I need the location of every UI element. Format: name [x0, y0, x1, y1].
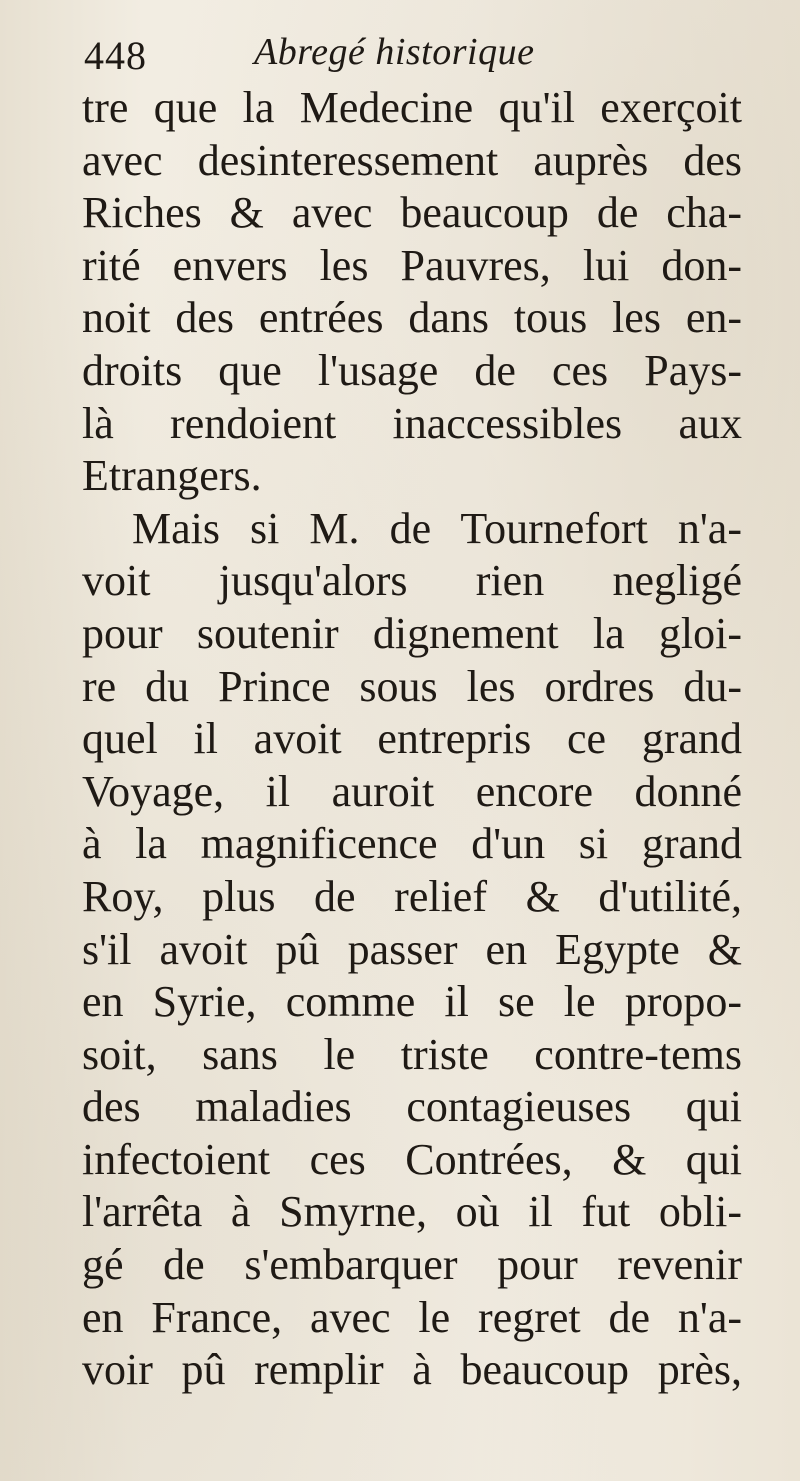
text-line: voit jusqu'alors rien negligé: [82, 556, 742, 606]
text-line: en France, avec le regret de n'a-: [82, 1292, 742, 1342]
text-line: à la magnificence d'un si grand: [82, 819, 742, 869]
text-line: Riches & avec beaucoup de cha-: [82, 188, 742, 238]
page-number: 448: [84, 33, 147, 78]
text-line: des maladies contagieuses qui: [82, 1082, 742, 1132]
text-line: avec desinteressement auprès des: [82, 135, 742, 185]
text-line: tre que la Medecine qu'il exerçoit: [82, 83, 742, 132]
running-title: Abregé historique: [254, 31, 535, 73]
text-line: droits que l'usage de ces Pays-: [82, 345, 742, 395]
text-line: rité envers les Pauvres, lui don-: [82, 240, 742, 290]
text-line: Roy, plus de relief & d'utilité,: [82, 871, 742, 921]
text-line: infectoient ces Contrées, & qui: [82, 1134, 742, 1184]
text-line: gé de s'embarquer pour revenir: [82, 1240, 742, 1290]
body-text: [82, 82, 742, 1397]
text-line: Voyage, il auroit encore donné: [82, 766, 742, 816]
text-line: en Syrie, comme il se le propo-: [82, 977, 742, 1027]
text-line: l'arrêta à Smyrne, où il fut obli-: [82, 1187, 742, 1237]
text-line: Mais si M. de Tournefort n'a-: [132, 503, 742, 553]
text-line: noit des entrées dans tous les en-: [82, 293, 742, 343]
text-line: pour soutenir dignement la gloi-: [82, 608, 742, 658]
text-line: voir pû remplir à beaucoup près,: [82, 1345, 742, 1395]
page-header: [84, 26, 764, 86]
text-line: soit, sans le triste contre-tems: [82, 1029, 742, 1079]
text-line: Etrangers.: [82, 451, 262, 501]
text-line: quel il avoit entrepris ce grand: [82, 714, 742, 764]
text-line: s'il avoit pû passer en Egypte &: [82, 924, 742, 974]
text-line: là rendoient inaccessibles aux: [82, 398, 742, 448]
text-line: re du Prince sous les ordres du-: [82, 661, 742, 711]
